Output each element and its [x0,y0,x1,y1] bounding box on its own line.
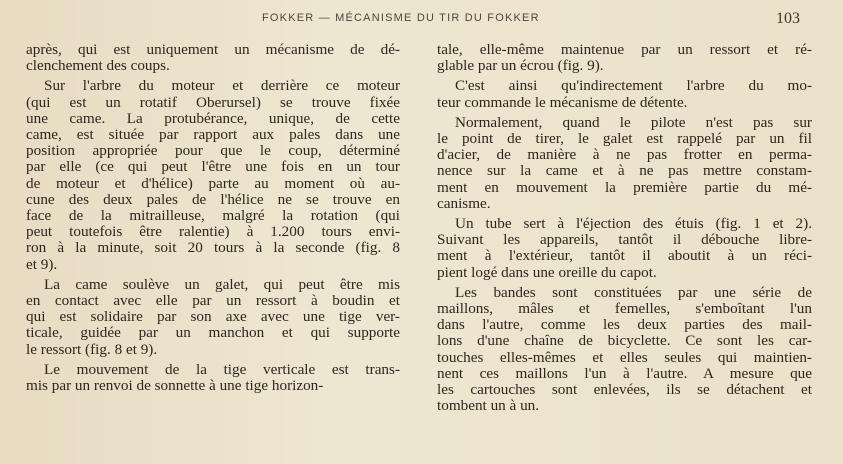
text-line: mis par un renvoi de sonnette à une tige horizon- [26,377,324,395]
text-line: La came soulève un galet, qui peut être mis [44,275,400,293]
text-line: Le mouvement de la tige verticale est trans- [44,360,400,378]
text-line: Sur l'arbre du moteur et derrière ce moteur [44,77,400,95]
text-line: face de la mitrailleuse, malgré la rotation (qui [26,207,400,225]
running-header [0,10,843,30]
text-line: (qui est un rotatif Oberursel) se trouve fixée [26,93,400,111]
text-line: les cartouches sont enlevées, ils se détachent et [437,381,812,399]
paragraph [437,216,812,281]
paragraph [26,362,400,394]
text-line: ron à la minute, soit 20 tours à la seconde (fig. 8 [26,239,400,257]
text-line: nence sur la came et à ne pas mettre constam- [437,162,812,180]
text-line: en contact avec elle par un ressort à boudin et [26,292,400,310]
left-text-column [26,42,400,398]
text-line: position appropriée pour que le coup, déterminé [26,142,400,160]
text-line: tale, elle-même maintenue par un ressort et ré- [437,41,812,58]
text-line: lons d'une chaîne de bicyclette. Ce sont les car- [437,332,812,350]
text-line: came, est située par rapport aux pales dans une [26,126,400,144]
text-line: dans l'autre, comme les deux parties des mail- [437,316,812,334]
text-line: après, qui est uniquement un mécanisme de dé- [26,41,400,58]
paragraph [26,42,400,74]
text-line: pient logé dans une oreille du capot. [437,263,657,281]
text-line: d'acier, de manière à ne pas frotter en perma- [437,146,812,164]
text-line: Les bandes sont constituées par une série de [455,283,812,301]
text-line: une came. La protubérance, unique, de cette [26,109,400,127]
text-line: par elle (ce qui peut l'être une fois en un tour [26,158,400,176]
text-line: ment en mouvement la première partie du mé- [437,178,812,196]
text-line: et 9). [26,255,58,273]
text-line: maillons, mâles et femelles, s'emboîtant l'un [437,300,812,318]
text-line: nent ces maillons l'un à l'autre. A mesure que [437,364,812,382]
text-line: ment à l'extérieur, tantôt il aboutit à un réci- [437,247,812,265]
text-line: qui est solidaire par son axe avec une tige ver- [26,308,400,326]
paragraph [26,78,400,272]
paragraph [437,78,812,110]
text-line: Suivant les appareils, tantôt il débouche libre- [437,231,812,249]
text-line: de moteur et d'hélice) parte au moment où au- [26,174,400,192]
text-line: le point de tirer, le galet est rappelé par un fil [437,130,812,148]
text-line: C'est ainsi qu'indirectement l'arbre du mo- [455,77,812,95]
text-line: Un tube sert à l'éjection des étuis (fig. 1 et 2). [455,215,812,233]
paragraph [437,42,812,74]
running-header-title: FOKKER — MÉCANISME DU TIR DU FOKKER [262,12,540,24]
text-line: ticale, guidée par un manchon et qui supporte [26,324,400,342]
paragraph [437,115,812,212]
text-line: Normalement, quand le pilote n'est pas sur [455,113,812,131]
right-text-column [437,42,812,418]
text-line: clenchement des coups. [26,57,170,75]
text-line: canisme. [437,194,491,212]
text-line: peut toutefois être ralentie) à 1.200 tours envi- [26,223,400,241]
paragraph [26,277,400,358]
text-line: le ressort (fig. 8 et 9). [26,340,158,358]
text-line: glable par un écrou (fig. 9). [437,57,604,75]
text-line: cune des deux pales de l'hélice ne se trouve en [26,190,400,208]
text-line: tombent un à un. [437,397,540,415]
page-number: 103 [776,10,800,27]
text-line: touches elles-mêmes et elles seules qui maintien- [437,348,812,366]
text-line: teur commande le mécanisme de détente. [437,93,688,111]
paragraph [437,285,812,415]
